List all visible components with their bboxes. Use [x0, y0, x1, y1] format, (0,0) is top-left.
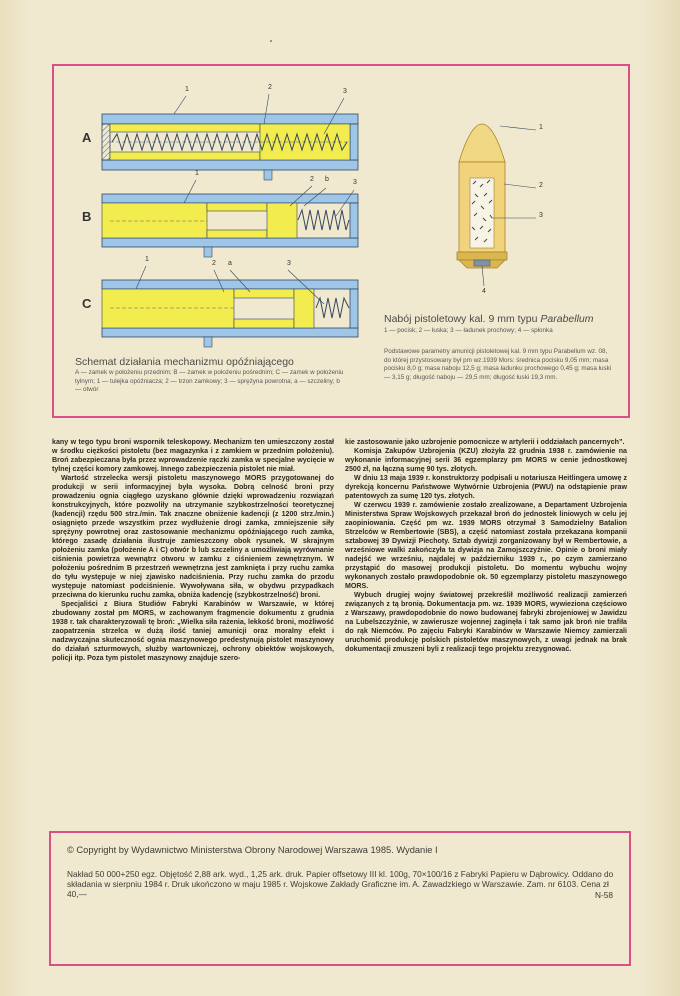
callout-ca: a [228, 260, 232, 267]
mechanism-caption-title: Schemat działania mechanizmu opóźniającego [75, 356, 294, 368]
row-label-b: B [82, 209, 92, 224]
print-speck [270, 40, 272, 42]
imprint-frame [49, 831, 631, 966]
paragraph: Wartość strzelecka wersji pistoletu maszynowego MORS przygotowanej do produkcji w serii informacyjnej była wysoka. Dobrą celność broni przy prowadzeniu ognia ciągłego uzyskano głównie dzięki wprowadzeniu rozwiązań konstrukcyjnych, które pozwoliły na utrzymanie szybkostrzelności teoretycznej (kadencji) rzędu 500 strz./min. Tak znaczne obniżenie kadencji (z 1200 strz./min.) osiągnięto przede wszystkim przez wydłużenie drogi zamka, zmniejszenie siły sprężyny powrotnej oraz zastosowanie mechanizmu opóźniającego ruch zamka, którego zasadę działania ilustruje zamieszczony obok rysunek. W skrajnym położeniu zamka (położenie A i C) otwór b lub szczeliny a umożliwiają wyrównanie ciśnienia powietrza wewnątrz otworu w zamku z ciśnieniem zewnętrznym. W położeniu pośrednim B przestrzeń wewnętrzna jest zamknięta i przy ruchu zamka do tyłu występuje w niej zjawisko nadciśnienia. Przy ruchu zamka do przodu występuje natomiast podciśnienie. Wywoływana siła, w obydwu przypadkach przeciwna do kierunku ruchu zamka, obniża kadencję (szybkostrzelność) broni. [52, 474, 334, 600]
callout-cart-1: 1 [539, 124, 543, 131]
callout-b3: 3 [353, 179, 357, 186]
callout-cart-4: 4 [482, 288, 486, 295]
paragraph: kie zastosowanie jako uzbrojenie pomocnicze w artylerii i oddziałach pancernych”. [345, 438, 625, 446]
cartridge-caption-legend: 1 — pocisk; 2 — łuska; 3 — ładunek prochowy; 4 — spłonka [384, 327, 553, 334]
cartridge-drawing [457, 124, 536, 286]
text-column-right [345, 438, 627, 654]
callout-bb: b [325, 176, 329, 183]
callout-cart-2: 2 [539, 182, 543, 189]
copyright-line: © Copyright by Wydawnictwo Ministerstwa Obrony Narodowej Warszawa 1985. Wydanie I [67, 845, 438, 855]
callout-c3: 3 [287, 260, 291, 267]
callout-b2: 2 [310, 176, 314, 183]
paragraph: W dniu 13 maja 1939 r. konstruktorzy podpisali u notariusza Heitlingera umowę z dyrekcją koncernu Państwowe Wytwórnie Uzbrojenia (PWU) na odstąpienie praw patentowych za sumę 120 tys. złotych. [345, 474, 627, 501]
callout-c1: 1 [145, 256, 149, 263]
paragraph: kany w tego typu broni wspornik teleskopowy. Mechanizm ten umieszczony został w środku ciężkości pistoletu (bez magazynka i z zamkiem w przednim położeniu). Broń zabezpieczana była przez wprowadzenie rączki zamka w specjalne wycięcie w tylnej części komory zamkowej. Innego zabezpieczenia pistolet nie miał. [52, 438, 334, 474]
callout-b1: 1 [195, 170, 199, 177]
assembly-a [102, 94, 358, 180]
article-body [52, 438, 632, 818]
text-column-left [52, 438, 334, 663]
paragraph: Wybuch drugiej wojny światowej przekreślił możliwość realizacji zamierzeń związanych z tą bronią. Dokumentacja pm. wz. 1939 MORS, wywieziona częściowo z Warszawy, prawdopodobnie do nowo budowanej fabryki zbrojeniowej w Jawidzu na Lubelszczyźnie, w zawierusze wojennej zaginęła i tak samo jak broń nie trafiła do rąk Niemców. Po zajęciu Fabryki Karabinów w Warszawie Niemcy zamierzali uruchomić produkcję polskich pistoletów maszynowych, z uwagi jednak na brak dokumentacji zmuszeni byli z realizacji tego projektu zrezygnować. [345, 591, 627, 654]
cartridge-title-italic: Parabellum [540, 313, 594, 325]
paragraph: Specjaliści z Biura Studiów Fabryki Karabinów w Warszawie, w której zbudowany został pm MORS, w zachowanym fragmencie dokumentu z grudnia 1938 r. tak charakteryzowali tę broń: „Wielka siła rażenia, lekkość broni, możliwość zaopatrzenia strzelca w dużą ilość taniej amunicji oraz moralny efekt i nadzwyczajna skuteczność ognia maszynowego predestynują pistolet maszynowy do działań szturmowych, służby wartowniczej, ochrony obiektów wojskowych, policji itp. Poza tym pistolet maszynowy znajduje szero- [52, 600, 334, 663]
callout-c2: 2 [212, 260, 216, 267]
callout-a1: 1 [185, 86, 189, 93]
mechanism-caption-legend: A — zamek w położeniu przednim; B — zamek w położeniu pośrednim; C — zamek w położeniu tylnym; 1 — tulejka opóźniacza; 2 — trzon zamkowy; 3 — sprężyna powrotna; a — szczeliny; b — otwór [75, 369, 344, 394]
callout-a2: 2 [268, 84, 272, 91]
paragraph: W czerwcu 1939 r. zamówienie zostało zrealizowane, a Departament Uzbrojenia Ministerstwa Spraw Wojskowych przekazał broń do jednostek liniowych w celu jej zaopiniowania. Część pm wz. 1939 MORS otrzymał 3 Samodzielny Batalion Strzelców w Rembertowie (SBS), a część natomiast została przekazana kompanii sztabowej 39 Dywizji Piechoty. Sztab dywizji zorganizowany był w Rembertowie, a wrześniowe walki zakończyła ta dywizja na Zamojszczyźnie. Opinie o broni miały nadejść we wrześniu, najdalej w październiku 1939 r., po czym zamierzano przystąpić do masowej produkcji pistoletu. Do momentu wybuchu wojny wykonanych zostało prawdopodobnie ok. 50 egzemplarzy pistoletu maszynowego MORS. [345, 501, 627, 591]
row-label-c: C [82, 296, 92, 311]
callout-a3: 3 [343, 88, 347, 95]
cartridge-title-text: Nabój pistoletowy kal. 9 mm typu [384, 313, 541, 325]
row-label-a: A [82, 130, 92, 145]
paragraph: Komisja Zakupów Uzbrojenia (KZU) złożyła 22 grudnia 1938 r. zamówienie na wykonanie informacyjnej serii 36 egzemplarzy pm MORS w cenie jednostkowej 2500 zł, na łączną sumę 90 tys. złotych. [345, 447, 627, 474]
assembly-c [102, 266, 358, 347]
cartridge-caption-params: Podstawowe parametry amunicji pistoletowej kal. 9 mm typu Parabellum wz. 08, do której przystosowany był pm wz.1939 Mors: średnica pocisku 9,05 mm; masa pocisku 8,0 g; masa naboju 12,5 g; masa ładunku prochowego 0,45 g; masa łuski — 3,15 g; długość naboju — 29,5 mm; długość łuski 19,3 mm. [384, 348, 612, 381]
assembly-b [102, 180, 358, 257]
sheet-code: N-58 [595, 890, 613, 900]
cartridge-caption-title [384, 314, 620, 325]
imprint-details: Nakład 50 000+250 egz. Objętość 2,88 ark. wyd., 1,25 ark. druk. Papier offsetowy III kl. 100g, 70×100/16 z Fabryki Papieru w Dąbrowicy. Oddano do składania w sierpniu 1984 r. Druk ukończono w maju 1985 r. Wojskowe Zakłady Graficzne im. A. Zawadzkiego w Warszawie. Zam. nr 6103. Cena zł 40,— [67, 869, 614, 900]
callout-cart-3: 3 [539, 212, 543, 219]
